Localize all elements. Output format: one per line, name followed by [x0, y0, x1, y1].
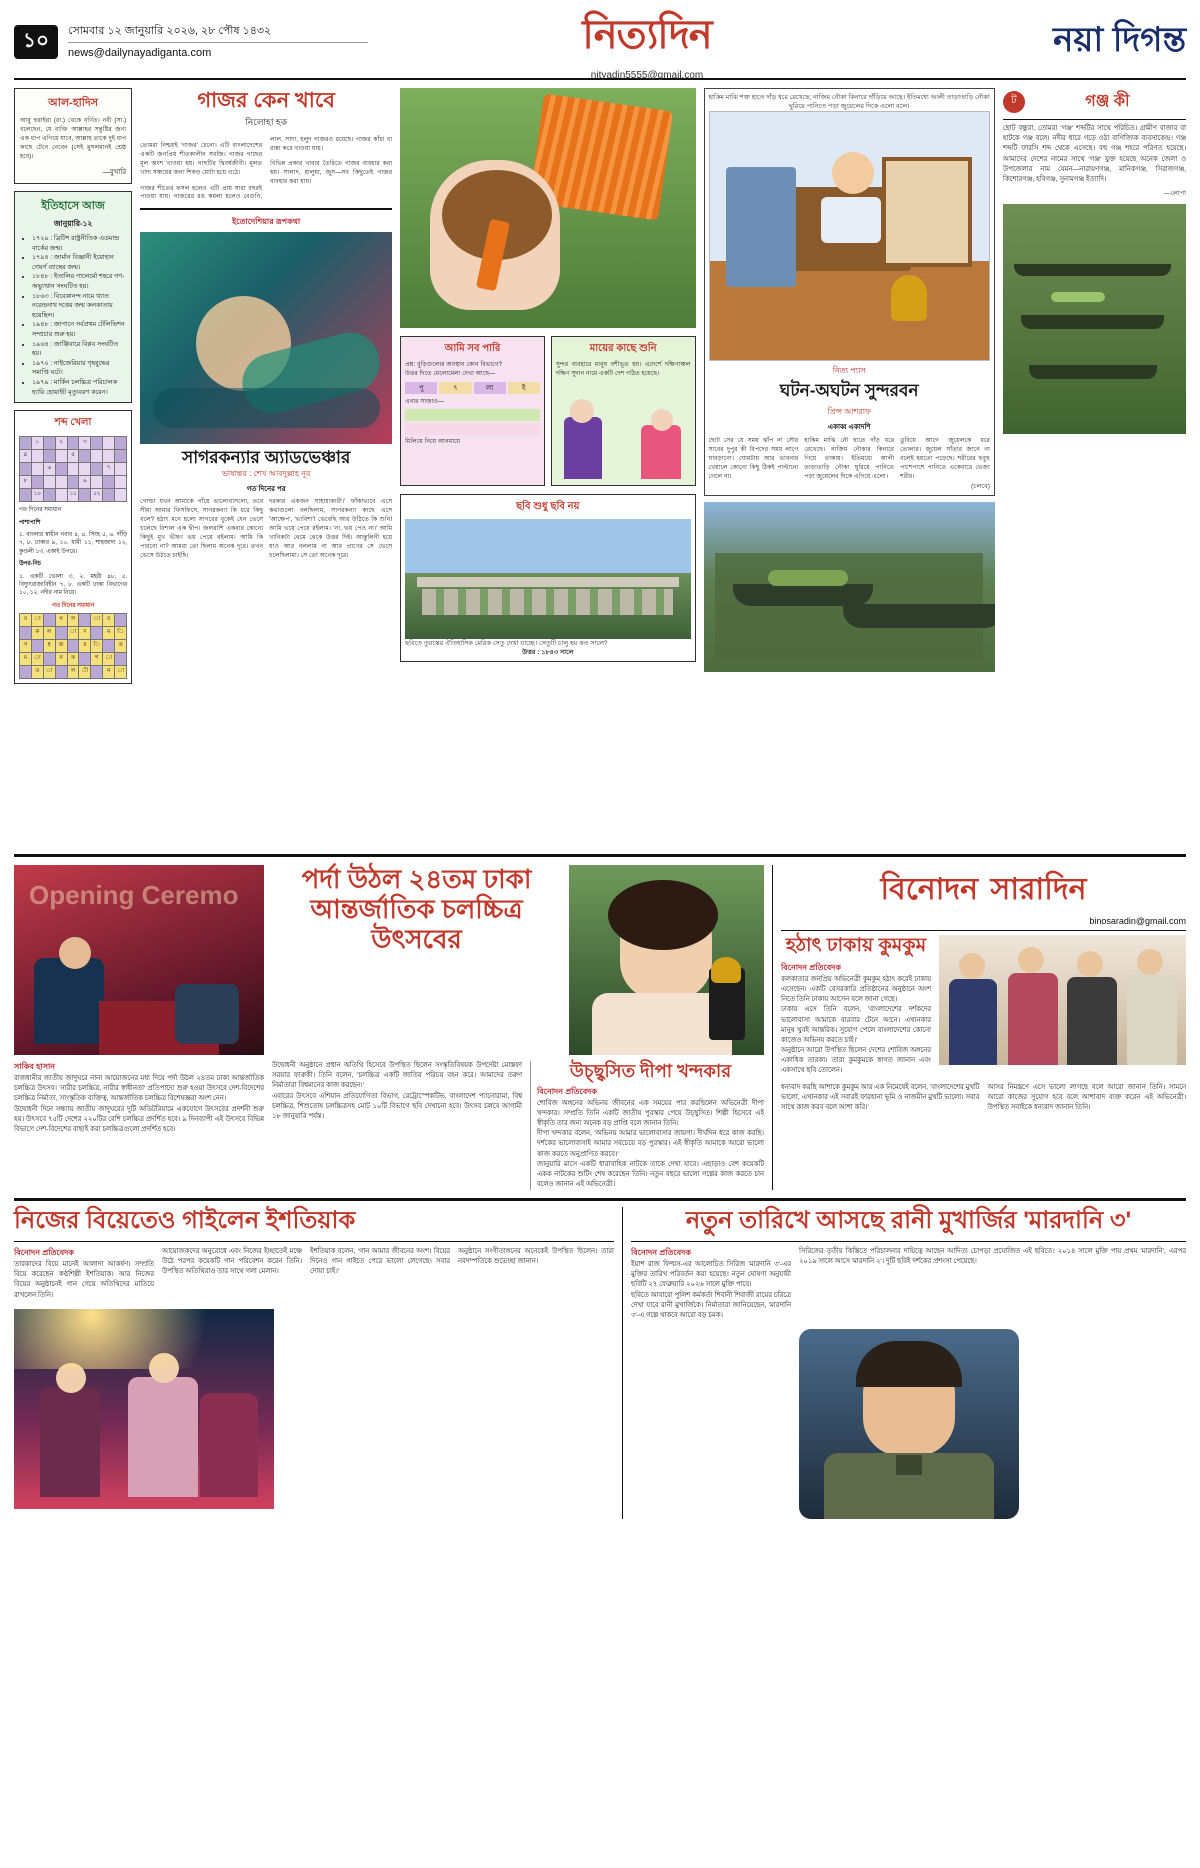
- second-answer-heading: গত দিনের সমাধান: [51, 602, 95, 609]
- bridge-caption: ছবিতে তুরস্কের ঐতিহাসিক মেরিক সেতু দেখা যাচ্ছে। সেতুটি চালু হয় কত সালে?: [405, 640, 608, 647]
- bridge-photo: [405, 519, 690, 639]
- hadis-text: আবু হুরাইরা (রা.) থেকে বর্ণিত। নবী (সা.) বলেছেন, যে ব্যক্তি আল্লাহর সন্তুষ্টির জন্য এক ধাপ এগিয়ে যাবে, আল্লাহ তাকে দুই ধাপ কাছে টেনে নেবেন (সেই মুসলমানই শ্রেষ্ঠ হবে)।: [20, 117, 127, 160]
- gonjo-photo: [704, 502, 995, 672]
- serial-part: একাব্ব একাদশি: [827, 424, 871, 432]
- festival-stage-photo: Opening Ceremo: [14, 865, 264, 1055]
- kumkum-para: আসর নিমন্ত্রণে এসে ভালো লাগছে বলে আরো জানান তিনি। সামনে আরো কাজের সুযোগ হবে বলে আশাবাদ ব্যক্ত করেন এই অভিনেত্রী। উপস্থিত সবাইকে ধন্যবাদ জানান তিনি।: [987, 1083, 1186, 1112]
- deepa-para: দীপা খন্দকার বলেন, 'অভিনয় আমার ভালোবাসার জায়গা। দীর্ঘদিন ধরে কাজ করছি। দর্শকের ভালোবাসাই আমার সবচেয়ে বড় পুরস্কার। এই স্বীকৃতি আমাকে আরো ভালো কাজ করতে অনুপ্রাণিত করবে।': [537, 1130, 764, 1158]
- entertainment-zone: [14, 865, 1186, 1190]
- festival-headline-block: [272, 865, 561, 1055]
- serial-top-caption: হাকিম মাঝি শক্ত হাতে দাঁড় ধরে রেখেছে; নাজিম নৌকা কিনারে দাঁড়িয়ে আছে। ইতিমধ্যে আলী তাড়াতাড়ি নৌকা ঘুরিয়ে পানিতে পড়া জুয়েলের দিকে এলো বলে।: [708, 94, 990, 111]
- puzzle-cell: পু: [405, 382, 437, 394]
- center-column: [400, 88, 695, 848]
- mermaid-headline: সাগরকন্যার অ্যাডভেঞ্চার: [181, 448, 351, 468]
- rani-para: ছবিতে আবারো পুলিশ কর্মকর্তা শিবানী শিবাজী রায়ের চরিত্রে দেখা যাবে রানী মুখার্জিকে। নির্মাতারা জানিয়েছেন, 'মারদানি ৩'-এ গল্পে থাকবে আরো বড় চমক।: [631, 1291, 791, 1320]
- top-zone: [14, 88, 1186, 848]
- gonjo-credit: —লোপা: [1163, 190, 1187, 198]
- serial-column: [704, 88, 995, 848]
- kumkum-photo: [939, 935, 1186, 1065]
- carrot-column: [140, 88, 392, 848]
- rani-para: সিরিজের তৃতীয় কিস্তিতে পরিচালনার দায়িত্বে আছেন আদিত্য চোপড়া প্রযোজিত এই ছবিতে। ২০১৪ সালে মুক্তি পায় প্রথম 'মারদানি', এরপর ২০১৯ সালে আসে 'মারদানি ২'। দুটি ছবিই দর্শকের প্রশংসা পেয়েছে।: [799, 1248, 1186, 1266]
- crossword-title: শব্দ খেলা: [54, 417, 92, 429]
- carrot-photo: [400, 88, 695, 328]
- mermaid-illustration: [140, 232, 392, 444]
- festival-headline: পর্দা উঠল ২৪তম ঢাকা আন্তর্জাতিক চলচ্চিত্র উৎসবের: [301, 864, 532, 954]
- list-item: • ১৭২৯ : ব্রিটিশ রাষ্ট্রনীতিক এডমান্ড বার্কের জন্ম।: [32, 234, 126, 253]
- bottom-zone: [14, 1207, 1186, 1519]
- binodon-email: binosaradin@gmail.com: [1089, 916, 1186, 926]
- ishtiak-block: [14, 1207, 614, 1519]
- i-can-box: [400, 336, 545, 486]
- deepa-para: জানুয়ারি মাসে একটি ধারাবাহিক নাটকে তাকে দেখা যাবে। এছাড়াও বেশ কয়েকটি একক নাটকের শুটিং শেষ করেছেন তিনি। নতুন বছরে ভালো গল্পের কাজ করতে চান বলেও জানান এই অভিনেত্রী।: [537, 1160, 764, 1189]
- kumkum-headline: হঠাৎ ঢাকায় কুমকুম: [785, 935, 927, 956]
- serial-credit: (চলবে): [970, 483, 990, 491]
- ishtiak-concert-photo: [14, 1309, 274, 1509]
- photo-only-title: ছবি শুধু ছবি নয়: [516, 501, 580, 512]
- mermaid-translator: ভাষান্তর : শেখ আবদুল্লাহ নূর: [221, 469, 311, 479]
- serial-para: হাকিম মাঝি নৌ হাতে দাঁড় ধরে রেখেছে। নাজিম নৌকার কিনারে গিয়ে তাকায়। ইতিমধ্যে আলী তাড়াতাড়ি নৌকা ঘুরিয়ে পানিতে পড়া জুয়েলের দিকে এগিয়ে এলো।: [804, 437, 895, 481]
- hadis-box: [14, 88, 132, 184]
- kumkum-byline: বিনোদন প্রতিবেদক: [781, 962, 841, 972]
- across-answers: ১. বাংলার স্বাধীন নবাব ৪, ৪. সিংহ ৫, ৬. দাঁড়ি ৭, ৮. ঢাকার ৯, ১০. ধামী ১১, শাহজাদা ১২, কুণ্ডলী ১৩, একাই উপরে।: [19, 532, 128, 555]
- rani-para: ইয়াশ রাজ ফিল্মস-এর আলোচিত সিরিজ 'মারদানি ৩'-এর মুক্তির তারিখ পরিবর্তন করা হয়েছে। নতুন ঘোষণা অনুযায়ী ছবিটি ২৭ ফেব্রুয়ারি ২০২৬ সালে মুক্তি পাবে।: [631, 1261, 791, 1289]
- puzzle-cell: লা: [474, 382, 506, 394]
- puzzle-cell: ৭: [439, 382, 471, 394]
- ishtiak-para: ইশতিয়াক বলেন, 'গান আমার জীবনের অংশ। বিয়ের দিনেও গান গাইতে পেরে ভালো লেগেছে। সবার দোয়া চাই।': [310, 1248, 450, 1276]
- list-item: • ১৯৭৯ : মার্কিন চলচ্চিত্র পরিচালক হ্যারি হোয়াইট মৃত্যুবরণ করেন।: [32, 378, 126, 397]
- festival-para: রাজধানীর জাতীয় জাদুঘরে নানা আয়োজনের মধ্য দিয়ে পর্দা উঠল ২৪তম ঢাকা আন্তর্জাতিক চলচ্চিত্র উৎসব। 'নারীর চলচ্চিত্র, নারীর স্বাধীনতা' প্রতিপাদ্যে শুরু হওয়া উৎসবে দেশ-বিদেশের চলচ্চিত্র নির্মাতা, সাংস্কৃতিক ব্যক্তিত্ব, আন্তর্জাতিক চলচ্চিত্র বিশেষজ্ঞরা অংশ নেন।: [14, 1075, 264, 1103]
- ishtiak-para: অনুষ্ঠানে সংগীতাঙ্গনের অনেকেই উপস্থিত ছিলেন। তারা নবদম্পতিকে শুভেচ্ছা জানান।: [458, 1248, 614, 1266]
- puzzle-cell: ই: [508, 382, 540, 394]
- carrot-author: নিলোহা হক: [245, 117, 288, 128]
- history-subtitle: জানুয়ারি-১২: [53, 218, 93, 228]
- i-can-hint: উত্তর দিতে মেলোমেলা দেখা আছে—: [405, 369, 496, 377]
- deepa-byline: বিনোদন প্রতিবেদক: [537, 1086, 597, 1096]
- deepa-para: শোবিজ অঙ্গনের অভিনয় জীবনের এক সময়ের পার করছিলেন অভিনেত্রী দীপা খন্দকার। সম্প্রতি তিনি একটি জাতীয় পুরস্কার পেয়ে উচ্ছ্বসিত। শিল্পী হিসেবে এই স্বীকৃতি তার জন্য অনেক বড় প্রাপ্তি বলে জানান তিনি।: [537, 1099, 764, 1127]
- kumkum-para: ধন্যবাদ করছি আশাকে কুমকুম আর এক নিমেষেই বলেন, 'বাংলাদেশের মুখটি ভালো, এখানকার এই সবারই ফারহানা ভূমি ও নাজমীন মুখটি ভালো। সবার সাথে কাজ করব বলে আশা করি।': [781, 1083, 980, 1112]
- rani-movie-photo: [799, 1329, 1019, 1519]
- mermaid-kicker: ইতোদেশিয়ার রূপকথা: [232, 217, 301, 227]
- kumkum-para: কলকাতার জনপ্রিয় অভিনেত্রী কুমকুম হঠাৎ করেই ঢাকায় এসেছেন। একটি বেসরকারি প্রতিষ্ঠানের অনুষ্ঠানে অংশ নিতে তিনি ঢাকায় আসেন বলে জানা গেছে।: [781, 975, 931, 1004]
- serial-illustration: [709, 111, 990, 361]
- ishtiak-headline: নিজের বিয়েতেও গাইলেন ইশতিয়াক: [14, 1207, 356, 1235]
- across-label: পাশাপাশি: [19, 519, 41, 526]
- festival-para: উদ্বোধনী দিনে সন্ধ্যায় জাতীয় জাদুঘরের দুটি অডিটরিয়ামে একযোগে উৎসবের প্রদর্শনী শুরু হয়। উৎসবে ৭৫টি দেশের ২২০টির বেশি চলচ্চিত্র প্রদর্শিত হবে। ৯ দিনব্যাপী এই উৎসবে বিভিন্ন বিভাগে দেশ-বিদেশের বাছাই করা চলচ্চিত্রগুলো প্রদর্শিত হবে।: [14, 1105, 264, 1133]
- deepa-headline: উচ্ছ্বসিত দীপা খন্দকার: [569, 1061, 732, 1081]
- paper-brand: নয়া দিগন্ত: [1053, 20, 1186, 59]
- newsdesk-email: news@dailynayadiganta.com: [68, 46, 212, 59]
- carrot-para: তোমরা নিশ্চয়ই 'গাজর' চেনো। এটি বাংলাদেশের একটি জনপ্রিয় শীতকালীন সবজি। গাজর গাছের মূল অংশ খাওয়া হয়। গাছটির দ্বিবর্ষজীবী। মূলত খাদ্য সঞ্চয়ের জন্য শিকড় মোটা হয়ে ওঠে।: [140, 142, 263, 177]
- down-answers: ১. একটি ভোলা ৩, ২. মহরী ৪৮, ৫. বিদ্যুৎরাজ্যবিহীন ৭, ৮. একটি ঢাকা বিভাগের ১০, ১২. নদীর নাম নিয়ে।: [19, 573, 128, 597]
- gonjo-badge: ট: [1003, 91, 1025, 113]
- serial-kicker: নিত্য প্যাস: [832, 366, 866, 376]
- mother-box: [551, 336, 696, 486]
- gonjo-boats-photo: [1003, 204, 1186, 434]
- left-rail: [14, 88, 132, 848]
- binodon-logo-2: সারাদিন: [990, 873, 1087, 906]
- kumkum-para: ঢাকায় এসে তিনি বলেন, 'বাংলাদেশের দর্শকদের ভালোবাসা আমাকে বারবার টেনে আনে। এখানকার মানুষ খুবই আন্তরিক। সুযোগ পেলে বাংলাদেশের কোনো কাজেও অভিনয় করতে চাই।': [781, 1006, 931, 1044]
- crossword-answer-heading: গত দিনের সমাধান: [19, 507, 62, 514]
- festival-para: এবারের উৎসবে এশিয়ান প্রতিযোগিতা বিভাগ, রেট্রোস্পেকটিভ, বাংলাদেশ প্যানোরামা, বিশ্ব চলচ্চিত্র, শিশুতোষ চলচ্চিত্রসহ মোট ১০টি বিভাগে ছবি দেখানো হবে। উৎসব চলবে আগামী ১৮ জানুয়ারি পর্যন্ত।: [272, 1092, 522, 1120]
- mermaid-para: গোল্ডা যখন আমাকে গাঁয়ে ভালোবাসলো, তবে সীমা আমার ফিসফিসে, সাগরকন্যা কি ধরে কিছু বলে? হঠাৎ মনে হলো সাগরের বুকেই যেন ভেসে চলেছে বিশাল এক দ্বীপ। জলরাশি একবার কোনো কিছুই মুখ ভীষণ ভয় পেয়ে রইলাম। আমি কি পারবো না? আমরা তো ছিলাম অনেক দূরে। তখন ভেসে উঠতে চাইছি।: [140, 498, 264, 559]
- ishtiak-para: আয়োজকদের অনুরোধে এবং নিজের ইচ্ছাতেই মঞ্চে উঠে পরপর কয়েকটি গান পরিবেশন করেন তিনি। উপস্থিত অতিথিরাও তার সাথে গলা মেলান।: [162, 1248, 302, 1276]
- masthead-center: [368, 3, 926, 81]
- masthead-left: [58, 23, 368, 61]
- hadis-title: আল-হাদিস: [48, 97, 98, 109]
- list-item: • ১৭৯৪ : জার্মান বিজ্ঞানী ইয়োহান গেয়র্গ ব্যাম্বের জন্ম।: [32, 253, 126, 272]
- mother-title: মায়ের কাছে শুনি: [589, 343, 657, 354]
- list-item: • ১৯৬৪ : জাঞ্জিবারে বিপ্লব সংঘটিত হয়।: [32, 340, 126, 359]
- masthead-right: [926, 14, 1186, 71]
- serial-title: ঘটন-অঘটন সুন্দরবন: [779, 381, 919, 401]
- rani-byline: বিনোদন প্রতিবেদক: [631, 1248, 691, 1258]
- down-label: উপর-নিচ: [19, 561, 41, 568]
- i-can-label: মিলিয়ে নিয়ে আনমায়ে: [405, 437, 461, 445]
- ishtiak-byline: বিনোদন প্রতিবেদক: [14, 1248, 74, 1258]
- section-email: nityadin5555@gmail.com: [590, 70, 704, 81]
- list-item: • ১৯৭০ : নাইজেরিয়ার গৃহযুদ্ধের সমাপ্তি ঘটে।: [32, 359, 126, 378]
- crossword-grid: ১ ২ ৩ ৪ ৫ ৬ ৭ ৮ ৯ ১০ ১১ ১২: [19, 436, 127, 502]
- gonjo-title: গঞ্জ কী: [1085, 93, 1130, 110]
- masthead: [14, 10, 1186, 80]
- deepa-photo: [569, 865, 764, 1055]
- hadis-source: —বুখারি: [102, 168, 127, 176]
- serial-author: প্রিন্স আশরাফ: [827, 407, 871, 417]
- carrot-para: বিভিন্ন প্রকার খাবার তৈরিতে গাজর ব্যবহার করা হয়। সালাদ, হালুয়া, জুস—সব কিছুতেই গাজর ব্যবহার করা যায়।: [270, 160, 393, 186]
- gonjo-column: [1003, 88, 1186, 848]
- ishtiak-para: তারকাদের বিয়ে মানেই আলাদা আকর্ষণ। সম্প্রতি বিয়ে করেছেন কণ্ঠশিল্পী ইশতিয়াক। আর নিজের বিয়ের অনুষ্ঠানেই গান গেয়ে অতিথিদের মাতিয়ে রাখলেন তিনি।: [14, 1261, 154, 1299]
- i-can-question: প্রশ্ন: বুড়িগুলোর অবস্থান কোন বিভাগে?: [405, 361, 502, 368]
- kumkum-para: অনুষ্ঠানে আরো উপস্থিত ছিলেন দেশের শোবিজ অঙ্গনের একাধিক তারকা। তারা কুমকুমকে স্বাগত জানান এবং একসাথে ছবি তোলেন।: [781, 1047, 931, 1075]
- list-item: • ১৮৬৩ : বিবেকানন্দ নামে খ্যাত নরেন্দ্রনাথ দত্তের জন্ম কলকাতায় হয়েছিল।: [32, 292, 126, 321]
- bridge-answer: উত্তর : ১৮৪৩ সালে: [522, 649, 574, 657]
- film-festival-block: [14, 865, 764, 1190]
- serial-para: ছোট সের যে সময় ঝাঁপ না সৌর সাবের দুপুর কী বিপদের সময় লাগে ঘাবড়ানো। ঘোমটায় আর ভাবনার খেয়ালে কোনো কিছু ঠিকই পাল্টানো গেলে না।: [708, 437, 799, 481]
- rani-headline: নতুন তারিখে আসছে রানী মুখার্জির 'মারদানি ৩': [685, 1207, 1132, 1235]
- rani-block: [622, 1207, 1186, 1519]
- festival-byline: সাকিব হাসান: [14, 1062, 56, 1071]
- list-item: • ১৮৪৮ : ইতালির পালের্মো শহরে গণ-অভ্যুত্থান সংঘটিত হয়।: [32, 272, 126, 291]
- binodon-logo-1: বিনোদন: [880, 873, 979, 906]
- list-item: • ১৯৪৮ : জাপানে সর্বপ্রথম টেলিভিশন সম্প্রচার শুরু হয়।: [32, 320, 126, 339]
- mermaid-part: গত দিনের পর: [246, 486, 286, 494]
- i-can-title: আমি সব পারি: [444, 343, 501, 354]
- carrot-headline: গাজর কেন খাবে: [197, 89, 335, 112]
- mermaid-para: দরকার একজন সাহায্যকারী।' ফাঁকাভাবে এসে কথাগুলো বলছিলাম, সাগরকন্যা কাছে এসে 'আক্ষেপ', 'ভাবিশা'! ভেবেছি আর উঠিতে কি শুনি! আমি ভয়ে পেয়ে রইলাম। 'না, ভয় পেও না।' আমি খানিকটা থেমে থেকে উত্তর দিই। আন্তুলিনী হয়ে যাও আর বললাম না আর প্রাণের সে ভেসে চলেছিলামা। সে তো অনেক দূরে।: [269, 498, 393, 559]
- crossword-box: [14, 410, 132, 684]
- page-number: ১০: [14, 25, 58, 59]
- history-box: [14, 191, 132, 403]
- serial-para: ডুবিয়ে আগে জুয়েলকে ধরে তোলার। জুয়েল সাঁতার জানে না বলেই হয়তো পড়েছে। শরীরের হুবুহু পাশেপাশে পানিতে একেবারে ভেজা শরীর।: [900, 437, 990, 481]
- crossword-solution-grid: ব া ন ল া র ক ল া দ ম ি স হ জ র ি ত ম া ন ক শ া ত া ল ী ন া: [19, 613, 127, 679]
- history-list: [20, 234, 126, 397]
- gonjo-text: ছোট বন্ধুরা, তোমরা 'গঞ্জ' শব্দটির সাথে পরিচিত। গ্রামীণ বাজার বা হাটকে গঞ্জ বলে। নদীর ধারে গড়ে ওঠা বাণিজ্যিক ব্যবসাকেন্দ্র। গঞ্জ শব্দটি ফারসি শব্দ থেকে এসেছে। বহু গঞ্জ শহরে পরিণত হয়েছে। আমাদের দেশের নামের সাথে 'গঞ্জ' যুক্ত হয়েছে অনেক জেলা ও উপজেলার নাম যেমন—নারায়ণগঞ্জ, মানিকগঞ্জ, সিরাজগঞ্জ, কিশোরগঞ্জ, হবিগঞ্জ, সুনামগঞ্জ ইত্যাদি।: [1002, 125, 1187, 183]
- section-logo: নিত্যদিন: [582, 13, 712, 57]
- i-can-label: এবার সাজাও—: [405, 397, 445, 405]
- history-title: ইতিহাসে আজ: [41, 199, 105, 212]
- photo-only-box: [400, 494, 695, 662]
- binodon-block: [772, 865, 1186, 1190]
- carrot-para: গাজর শীতের ফসল হলেও এটি প্রায় সারা বছরই পাওয়া যায়। গাজরের রঙ কমলা হলেও বেগুনি, লাল, সাদা, হলুদ গাজরও রয়েছে। গাজর কাঁচা বা রান্না করে খাওয়া যায়।: [140, 136, 393, 201]
- festival-para: উদ্বোধনী অনুষ্ঠানে প্রধান অতিথি হিসেবে উপস্থিত ছিলেন সংস্কৃতিবিষয়ক উপদেষ্টা মোস্তফা সরয়ার ফারুকী। তিনি বলেন, 'চলচ্চিত্র একটি জাতির পরিচয় বহন করে। আমাদের তরুণ নির্মাতারা বিশ্বমানের কাজ করছেন।': [272, 1062, 522, 1090]
- issue-date: সোমবার ১২ জানুয়ারি ২০২৬, ২৮ পৌষ ১৪৩২: [68, 23, 368, 43]
- mother-text: সুন্দর ব্যবহারে মানুষ বশীভূত হয়। এদের্শে দক্ষিণাঞ্চল দক্ষিণ সুদান নামে একটি দেশ গঠিত হয়েছে।: [555, 361, 691, 377]
